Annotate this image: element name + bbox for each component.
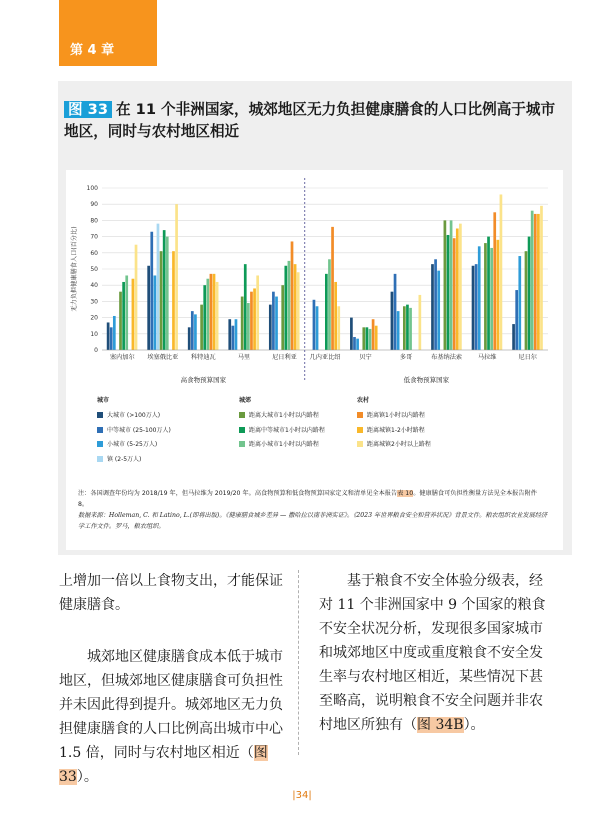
bar [490, 248, 493, 350]
x-tick-label: 几内亚比绍 [309, 354, 341, 361]
bar [284, 266, 287, 350]
chapter-label: 第 4 章 [70, 43, 115, 58]
bar [487, 237, 490, 350]
bar [228, 319, 231, 350]
bar [244, 264, 247, 350]
x-tick-label: 多哥 [399, 354, 413, 361]
bar [206, 279, 209, 350]
x-tick-label: 埃塞俄比亚 [147, 354, 179, 361]
bar [147, 266, 150, 350]
bar [241, 297, 244, 350]
legend-item [97, 425, 171, 434]
bar [247, 303, 250, 350]
figure-ref-link[interactable]: 图 33 [59, 745, 268, 785]
legend-label: 距离中等城市1小时以内路程 [249, 426, 325, 434]
figure-ref-link[interactable]: 图 34B [417, 717, 464, 733]
paragraph-text: 基于粮食不安全体验分级表，经对 11 个非洲国家中 9 个国家的粮食不安全状况分析，发现很多国家城市和城郊地区中度或重度粮食不安全发生率与农村地区相近，某些情况下甚至略高，说明粮食不安全问题并非农村地区所独有（ [319, 573, 546, 733]
legend-group-title: 城郊 [239, 397, 252, 404]
note-end: 。健康膳食可负担性衡量方法见全本报告附件 8。 [78, 490, 537, 508]
bar [356, 339, 359, 350]
bar [313, 300, 316, 350]
legend-swatch [97, 456, 103, 462]
bar [472, 266, 475, 350]
y-tick-label: 90 [90, 201, 98, 209]
bar [493, 212, 496, 350]
bar [397, 311, 400, 350]
y-tick-label: 10 [90, 330, 98, 338]
figure-badge: 图 33 [64, 101, 112, 118]
legend-label: 大城市 (>100万人) [107, 412, 161, 419]
bar [372, 319, 375, 350]
legend-item [357, 425, 425, 434]
bar [531, 211, 534, 350]
bar [375, 326, 378, 350]
legend-item [97, 439, 157, 448]
bar [154, 275, 157, 350]
bar [453, 238, 456, 350]
bar [253, 288, 256, 350]
body-column-left [59, 569, 292, 789]
y-tick-label: 0 [94, 347, 98, 354]
paragraph [59, 645, 292, 789]
bar [113, 316, 116, 350]
y-tick-label: 70 [90, 233, 98, 241]
bar [281, 285, 284, 350]
bar [125, 275, 128, 350]
bar [119, 292, 122, 350]
bar [325, 274, 328, 350]
bar [518, 256, 521, 350]
bar [107, 322, 110, 350]
bar [194, 314, 197, 350]
bar [418, 295, 421, 350]
legend-item [239, 425, 325, 434]
bar [515, 290, 518, 350]
bar [431, 264, 434, 350]
legend-item [357, 410, 425, 419]
bar [500, 194, 503, 350]
figure-title-text: 在 11 个非洲国家，城郊地区无力负担健康膳食的人口比例高于城市地区，同时与农村地区相近 [64, 101, 556, 140]
x-tick-label: 尼日尔 [518, 354, 538, 361]
x-tick-label: 马拉维 [477, 354, 497, 361]
legend-item [239, 439, 319, 448]
bar [210, 274, 213, 350]
legend-label: 距离城镇2小时以上路程 [367, 441, 431, 448]
bar [316, 306, 319, 350]
x-tick-label: 塞内加尔 [109, 354, 135, 361]
source-text: 数据来源：Holleman, C. 和 Latino, L.(即将出版)。《健康膳食城乡差异 — 撒哈拉以南非洲实证》。《2023 年世界粮食安全和营养状况》背景文件。粮农组织农业发展经济学工作文件。罗马，粮农组织。 [78, 512, 548, 530]
bar [166, 237, 169, 350]
figure-title [64, 99, 564, 143]
y-tick-label: 60 [90, 249, 98, 257]
legend-label: 小城市 (5-25万人) [107, 441, 158, 448]
legend-item [97, 410, 160, 419]
bar [132, 279, 135, 350]
paragraph-text: 城郊地区健康膳食成本低于城市地区，但城郊地区健康膳食可负担性并未因此得到提升。城郊地区无力负担健康膳食的人口比例高出城市中心 1.5 倍，同时与农村地区相近（ [59, 649, 283, 761]
legend-swatch [239, 427, 245, 433]
bar [188, 327, 191, 350]
bar [291, 241, 294, 350]
bar [297, 272, 300, 350]
bar [537, 214, 540, 350]
bar [450, 220, 453, 350]
legend-label: 距离大城市1小时以内路程 [249, 412, 319, 419]
bar [288, 261, 291, 350]
bar [525, 251, 528, 350]
x-tick-label: 贝宁 [359, 354, 372, 361]
legend-swatch [97, 441, 103, 447]
x-tick-label: 尼日利亚 [272, 354, 297, 361]
bar [447, 235, 450, 350]
y-tick-label: 20 [90, 314, 98, 322]
bar [362, 327, 365, 350]
x-tick-label: 马里 [237, 354, 251, 361]
bar [160, 251, 163, 350]
paragraph-end: ）。 [76, 769, 98, 785]
bar [353, 337, 356, 350]
bar [456, 229, 459, 351]
bar [369, 329, 372, 350]
legend-swatch [357, 441, 363, 447]
y-tick-label: 50 [90, 266, 98, 273]
legend-label: 距离小城市1小时以内路程 [249, 441, 319, 448]
bar [294, 264, 297, 350]
bar [157, 224, 160, 350]
bar [272, 292, 275, 350]
bar [403, 306, 406, 350]
y-axis-label: 无力负担健康膳食人口(百分比) [71, 226, 78, 312]
bar [163, 230, 166, 350]
bar [528, 237, 531, 350]
bar [478, 246, 481, 350]
bar [256, 275, 259, 350]
figure-notes [78, 488, 548, 532]
bar [475, 264, 478, 350]
y-tick-label: 30 [90, 298, 98, 306]
group-label: 低食物预算国家 [403, 376, 450, 384]
bar [191, 311, 194, 350]
bar [122, 282, 125, 350]
bar [110, 327, 113, 350]
bar [444, 220, 447, 350]
y-tick-label: 100 [86, 185, 98, 192]
bar [172, 251, 175, 350]
legend-item [357, 439, 431, 448]
bar [409, 308, 412, 350]
bar [213, 274, 216, 350]
legend-group-title: 城市 [97, 397, 110, 404]
bar [203, 285, 206, 350]
y-tick-label: 40 [90, 282, 98, 290]
bar [459, 224, 462, 350]
y-tick-label: 80 [90, 217, 98, 225]
bar [250, 292, 253, 350]
legend-swatch [97, 427, 103, 433]
legend-swatch [97, 412, 103, 418]
bar [275, 297, 278, 350]
legend-item [97, 454, 141, 463]
x-tick-label: 布基纳法索 [431, 354, 463, 361]
bar [434, 259, 437, 350]
bar [269, 305, 272, 350]
bar [200, 305, 203, 350]
bar [175, 204, 178, 350]
paragraph: 上增加一倍以上食物支出，才能保证健康膳食。 [59, 573, 283, 613]
bar [366, 327, 369, 350]
group-label: 高食物预算国家 [180, 376, 227, 384]
legend-label: 距离镇1小时以内路程 [367, 412, 425, 419]
x-tick-label: 科特迪瓦 [190, 354, 216, 361]
legend-label: 中等城市 (25-100万人) [107, 426, 171, 434]
table-ref[interactable]: 表 10 [397, 490, 414, 497]
bar [328, 259, 331, 350]
legend-group-title: 农村 [357, 397, 370, 404]
bar [216, 282, 219, 350]
paragraph-end: ）。 [463, 717, 485, 733]
bar [150, 232, 153, 350]
bar [235, 319, 238, 350]
bar [337, 306, 340, 350]
bar [334, 282, 337, 350]
legend-swatch [357, 427, 363, 433]
bar [391, 292, 394, 350]
column-divider [298, 570, 299, 755]
page-number: |34| [292, 790, 312, 801]
bar [496, 240, 499, 350]
legend-swatch [357, 412, 363, 418]
bar [350, 318, 353, 350]
bar [232, 326, 235, 350]
body-column-right [319, 569, 551, 737]
bar [534, 214, 537, 350]
bar [437, 271, 440, 350]
bar [540, 206, 543, 350]
bar [484, 243, 487, 350]
paragraph [319, 569, 551, 737]
legend-swatch [239, 441, 245, 447]
legend-label: 距离城镇1-2小时路程 [367, 426, 425, 434]
note-text: 注：各国调查年份均为 2018/19 年，但马拉维为 2019/20 年。高食物预算和低食物预算国家定义和清单见全本报告 [78, 490, 398, 497]
bar [512, 324, 515, 350]
bar [394, 274, 397, 350]
bar [135, 245, 138, 350]
bar [331, 227, 334, 350]
bar [406, 305, 409, 350]
legend-label: 镇 (2-5万人) [107, 455, 142, 463]
legend-item [239, 410, 319, 419]
legend-swatch [239, 412, 245, 418]
